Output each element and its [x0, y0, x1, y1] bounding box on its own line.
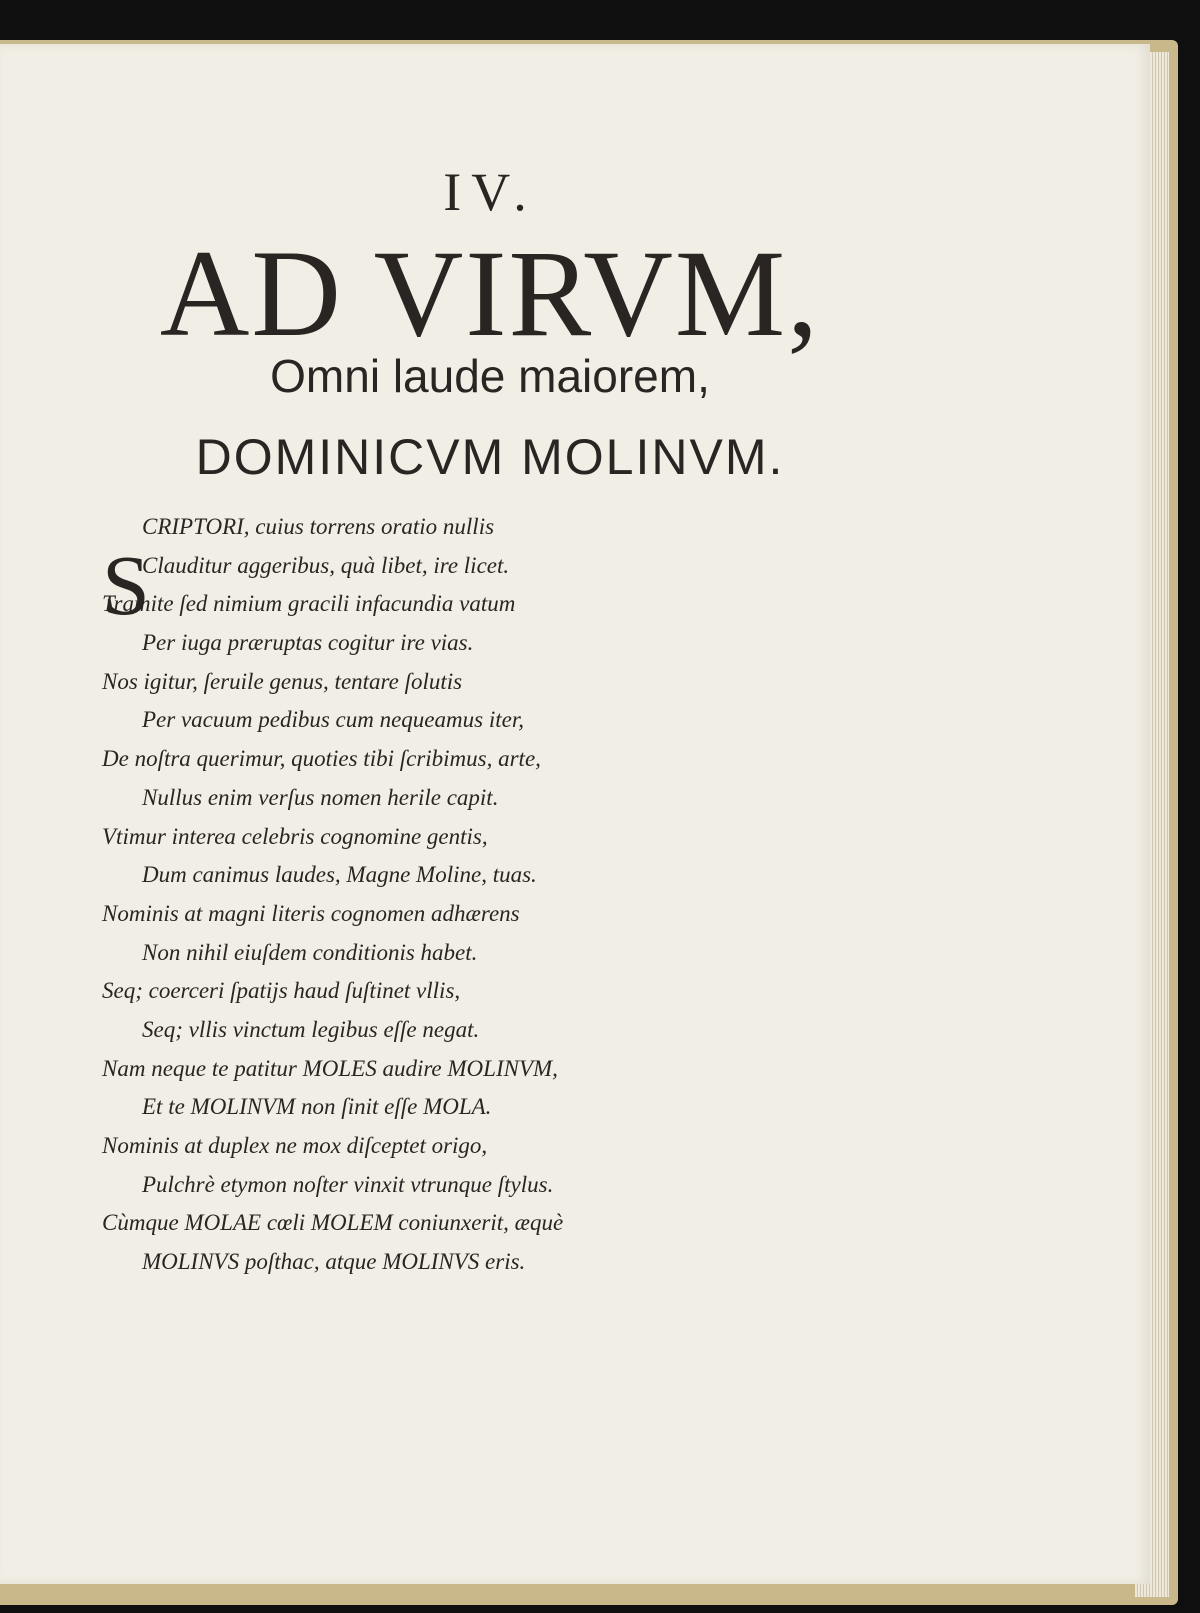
poem-line: Et te MOLINVM non ſinit eſſe MOLA.	[142, 1094, 492, 1120]
page-content	[0, 44, 1150, 1584]
poem-line: Vtimur interea celebris cognomine gentis,	[102, 823, 488, 849]
poem-line: Cùmque MOLAE cœli MOLEM coniunxerit, æquè	[102, 1210, 564, 1236]
poem-line: Nominis at magni literis cognomen adhærens	[102, 900, 520, 926]
poem-line: CRIPTORI, cuius torrens oratio nullis	[142, 514, 495, 539]
poem-line: Nominis at duplex ne mox diſceptet origo,	[102, 1133, 488, 1158]
poem-line: Nam neque te patitur MOLES audire MOLINVM,	[102, 1055, 558, 1081]
poem-line: Non nihil eiuſdem conditionis habet.	[142, 939, 478, 965]
poem-line: De noſtra querimur, quoties tibi ſcribimus, arte,	[102, 746, 541, 772]
poem-line: Pulchrè etymon noſter vinxit vtrunque ſtylus.	[142, 1171, 554, 1197]
poem-line: Nullus enim verſus nomen herile capit.	[142, 784, 499, 810]
poem-title: AD VIRVM,	[159, 225, 821, 362]
poem-line: Seq; vllis vinctum legibus eſſe negat.	[142, 1016, 480, 1042]
poem-subtitle: Omni laude maiorem,	[270, 350, 710, 402]
poem-line: Dum canimus laudes, Magne Moline, tuas.	[142, 862, 537, 888]
poem-dedicatee: DOMINICVM MOLINVM.	[195, 429, 785, 485]
poem-line: Tramite ſed nimium gracili infacundia vatum	[102, 591, 516, 617]
poem-body	[102, 508, 822, 1282]
poem-line: Seq; coerceri ſpatijs haud ſuſtinet vllis,	[102, 978, 461, 1004]
page-leaf	[0, 44, 1150, 1584]
poem-line: Per vacuum pedibus cum nequeamus iter,	[142, 707, 524, 733]
drop-cap: S	[102, 537, 150, 633]
poem-line: Per iuga præruptas cogitur ire vias.	[142, 630, 474, 656]
poem-line: Nos igitur, ſeruile genus, tentare ſolutis	[102, 668, 463, 694]
poem-line: Clauditur aggeribus, quà libet, ire licet.	[142, 552, 510, 578]
poem-line: MOLINVS poſthac, atque MOLINVS eris.	[142, 1249, 526, 1275]
poem-number: IV.	[443, 162, 537, 222]
